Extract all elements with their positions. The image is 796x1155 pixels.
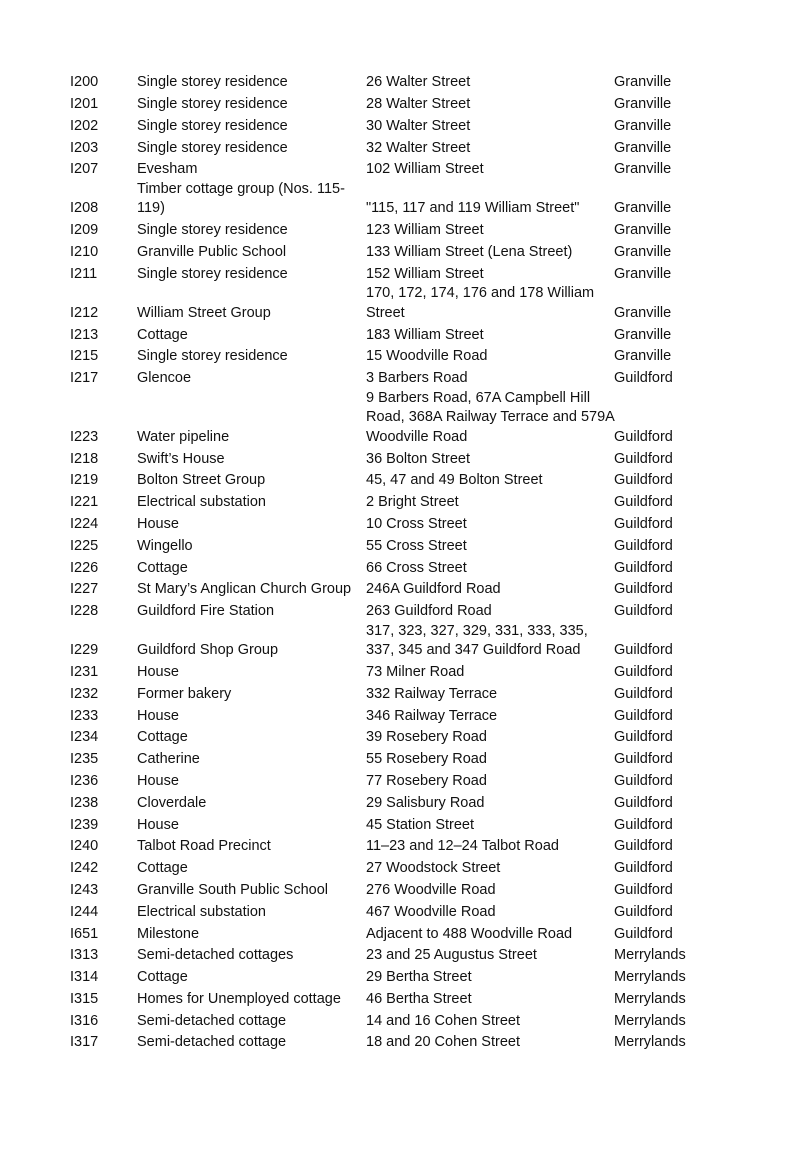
- table-row: [70, 704, 740, 726]
- address-cell: "115, 117 and 119 William Street": [366, 200, 580, 217]
- suburb-cell: Guildford: [614, 729, 673, 746]
- item-name-cell: Milestone: [137, 925, 200, 942]
- table-row: [70, 835, 740, 857]
- address-cell: 102 William Street: [366, 161, 484, 178]
- address-cell: 346 Railway Terrace: [366, 707, 498, 724]
- suburb-cell: Granville: [614, 117, 672, 134]
- address-cell: 29 Salisbury Road: [366, 794, 485, 811]
- table-row: [70, 447, 740, 469]
- item-name-cell: Single storey residence: [137, 348, 288, 365]
- item-id-cell: I233: [70, 707, 99, 724]
- address-cell: 246A Guildford Road: [366, 581, 501, 598]
- table-row: [70, 988, 740, 1010]
- item-name-cell: Bolton Street Group: [137, 472, 266, 489]
- item-id-cell: I218: [70, 450, 99, 467]
- suburb-cell: Guildford: [614, 772, 673, 789]
- item-id-cell: I200: [70, 74, 99, 91]
- table-row: [70, 323, 740, 345]
- item-id-cell: I239: [70, 816, 99, 833]
- suburb-cell: Guildford: [614, 860, 673, 877]
- table-row: [70, 600, 740, 622]
- suburb-cell: Merrylands: [614, 1034, 686, 1051]
- table-row: [70, 389, 740, 448]
- item-name-cell: Semi-detached cottage: [137, 1012, 287, 1029]
- address-cell: 317, 323, 327, 329, 331, 333, 335, 337, 345 and 347 Guildford Road: [366, 622, 588, 659]
- address-cell: 66 Cross Street: [366, 559, 467, 576]
- address-cell: Adjacent to 488 Woodville Road: [366, 925, 573, 942]
- item-id-cell: I315: [70, 990, 99, 1007]
- table-row: [70, 556, 740, 578]
- item-id-cell: I235: [70, 751, 99, 768]
- item-name-cell: Homes for Unemployed cottage: [137, 990, 341, 1007]
- suburb-cell: Granville: [614, 222, 672, 239]
- suburb-cell: Granville: [614, 139, 672, 156]
- suburb-cell: Granville: [614, 265, 672, 282]
- address-cell: 123 William Street: [366, 222, 484, 239]
- table-row: [70, 180, 740, 219]
- suburb-cell: Granville: [614, 348, 672, 365]
- suburb-cell: Guildford: [614, 816, 673, 833]
- suburb-cell: Guildford: [614, 559, 673, 576]
- suburb-cell: Guildford: [614, 794, 673, 811]
- suburb-cell: Guildford: [614, 707, 673, 724]
- item-name-cell: House: [137, 816, 179, 833]
- heritage-items-table: [70, 71, 740, 1053]
- address-cell: 28 Walter Street: [366, 96, 471, 113]
- item-id-cell: I215: [70, 348, 99, 365]
- address-cell: 15 Woodville Road: [366, 348, 488, 365]
- item-name-cell: Single storey residence: [137, 74, 288, 91]
- suburb-cell: Guildford: [614, 450, 673, 467]
- suburb-cell: Guildford: [614, 515, 673, 532]
- address-cell: 152 William Street: [366, 265, 484, 282]
- suburb-cell: Merrylands: [614, 947, 686, 964]
- item-id-cell: I229: [70, 642, 99, 659]
- table-row: [70, 219, 740, 241]
- suburb-cell: Guildford: [614, 751, 673, 768]
- item-id-cell: I313: [70, 947, 99, 964]
- address-cell: 27 Woodstock Street: [366, 860, 501, 877]
- address-cell: 55 Cross Street: [366, 537, 467, 554]
- item-name-cell: Granville Public School: [137, 244, 287, 261]
- item-name-cell: Wingello: [137, 537, 193, 554]
- item-name-cell: Single storey residence: [137, 222, 288, 239]
- item-name-cell: Evesham: [137, 161, 198, 178]
- table-row: [70, 578, 740, 600]
- item-id-cell: I211: [70, 265, 98, 282]
- item-name-cell: Water pipeline: [137, 428, 230, 445]
- address-cell: 29 Bertha Street: [366, 969, 472, 986]
- item-id-cell: I228: [70, 603, 99, 620]
- address-cell: 23 and 25 Augustus Street: [366, 947, 537, 964]
- item-name-cell: Semi-detached cottages: [137, 947, 294, 964]
- suburb-cell: Guildford: [614, 494, 673, 511]
- item-name-cell: Semi-detached cottage: [137, 1034, 287, 1051]
- item-name-cell: Cottage: [137, 969, 188, 986]
- suburb-cell: Merrylands: [614, 1012, 686, 1029]
- item-name-cell: House: [137, 515, 179, 532]
- table-row: [70, 241, 740, 263]
- item-id-cell: I202: [70, 117, 99, 134]
- table-row: [70, 922, 740, 944]
- item-id-cell: I201: [70, 96, 99, 113]
- table-row: [70, 879, 740, 901]
- address-cell: 32 Walter Street: [366, 139, 471, 156]
- item-name-cell: Cottage: [137, 860, 188, 877]
- item-id-cell: I219: [70, 472, 99, 489]
- suburb-cell: Merrylands: [614, 990, 686, 1007]
- item-name-cell: Talbot Road Precinct: [137, 838, 271, 855]
- address-cell: 77 Rosebery Road: [366, 772, 487, 789]
- table-row: [70, 661, 740, 683]
- item-name-cell: Guildford Fire Station: [137, 603, 275, 620]
- address-cell: 276 Woodville Road: [366, 881, 496, 898]
- table-row: [70, 622, 740, 661]
- address-cell: 170, 172, 174, 176 and 178 William Street: [366, 285, 595, 321]
- address-cell: 2 Bright Street: [366, 494, 459, 511]
- address-cell: 332 Railway Terrace: [366, 685, 498, 702]
- table-row: [70, 136, 740, 158]
- item-name-cell: St Mary’s Anglican Church Group: [137, 581, 352, 598]
- suburb-cell: Merrylands: [614, 969, 686, 986]
- table-row: [70, 367, 740, 389]
- suburb-cell: Granville: [614, 74, 672, 91]
- item-id-cell: I232: [70, 685, 99, 702]
- address-cell: 26 Walter Street: [366, 74, 471, 91]
- address-cell: 55 Rosebery Road: [366, 751, 487, 768]
- item-id-cell: I243: [70, 881, 99, 898]
- address-cell: 36 Bolton Street: [366, 450, 470, 467]
- item-id-cell: I242: [70, 860, 99, 877]
- table-row: [70, 813, 740, 835]
- table-row: [70, 857, 740, 879]
- item-id-cell: I314: [70, 969, 99, 986]
- table-row: [70, 1009, 740, 1031]
- suburb-cell: Guildford: [614, 428, 673, 445]
- suburb-cell: Granville: [614, 161, 672, 178]
- suburb-cell: Granville: [614, 96, 672, 113]
- table-row: [70, 263, 740, 285]
- suburb-cell: Granville: [614, 200, 672, 217]
- item-name-cell: Catherine: [137, 751, 200, 768]
- table-row: [70, 345, 740, 367]
- item-name-cell: Guildford Shop Group: [137, 642, 279, 659]
- item-id-cell: I224: [70, 515, 99, 532]
- suburb-cell: Guildford: [614, 472, 673, 489]
- item-id-cell: I651: [70, 925, 99, 942]
- table-row: [70, 491, 740, 513]
- item-name-cell: House: [137, 707, 179, 724]
- address-cell: 46 Bertha Street: [366, 990, 472, 1007]
- item-id-cell: I244: [70, 903, 99, 920]
- address-cell: 14 and 16 Cohen Street: [366, 1012, 520, 1029]
- table-row: [70, 682, 740, 704]
- item-id-cell: I231: [70, 663, 99, 680]
- suburb-cell: Guildford: [614, 881, 673, 898]
- suburb-cell: Guildford: [614, 370, 673, 387]
- address-cell: 11–23 and 12–24 Talbot Road: [366, 838, 559, 855]
- suburb-cell: Granville: [614, 304, 672, 321]
- table-row: [70, 93, 740, 115]
- table-row: [70, 158, 740, 180]
- suburb-cell: Guildford: [614, 581, 673, 598]
- item-name-cell: Granville South Public School: [137, 881, 329, 898]
- table-row: [70, 513, 740, 535]
- suburb-cell: Granville: [614, 244, 672, 261]
- item-name-cell: Single storey residence: [137, 265, 288, 282]
- item-name-cell: Timber cottage group (Nos. 115-119): [137, 180, 345, 217]
- address-cell: 18 and 20 Cohen Street: [366, 1034, 520, 1051]
- item-name-cell: Single storey residence: [137, 96, 288, 113]
- table-row: [70, 71, 740, 93]
- item-id-cell: I317: [70, 1034, 99, 1051]
- table-row: [70, 900, 740, 922]
- suburb-cell: Guildford: [614, 685, 673, 702]
- item-id-cell: I238: [70, 794, 99, 811]
- suburb-cell: Guildford: [614, 903, 673, 920]
- suburb-cell: Guildford: [614, 663, 673, 680]
- item-id-cell: I217: [70, 370, 99, 387]
- table-row: [70, 284, 740, 323]
- item-name-cell: Single storey residence: [137, 117, 288, 134]
- address-cell: 133 William Street (Lena Street): [366, 244, 573, 261]
- address-cell: 183 William Street: [366, 326, 484, 343]
- address-cell: 45 Station Street: [366, 816, 475, 833]
- item-id-cell: I316: [70, 1012, 99, 1029]
- item-name-cell: Cottage: [137, 729, 188, 746]
- table-row: [70, 534, 740, 556]
- table-row: [70, 791, 740, 813]
- address-cell: 30 Walter Street: [366, 117, 471, 134]
- item-name-cell: Electrical substation: [137, 494, 266, 511]
- table-row: [70, 1031, 740, 1053]
- item-name-cell: Electrical substation: [137, 903, 266, 920]
- address-cell: 263 Guildford Road: [366, 603, 492, 620]
- item-name-cell: Swift’s House: [137, 450, 225, 467]
- item-id-cell: I223: [70, 428, 99, 445]
- address-cell: 10 Cross Street: [366, 515, 467, 532]
- address-cell: 3 Barbers Road: [366, 370, 468, 387]
- item-name-cell: Cottage: [137, 559, 188, 576]
- table-body: [70, 71, 740, 1053]
- item-id-cell: I234: [70, 729, 99, 746]
- table-row: [70, 770, 740, 792]
- table-row: [70, 944, 740, 966]
- table-row: [70, 726, 740, 748]
- suburb-cell: Guildford: [614, 925, 673, 942]
- table-row: [70, 469, 740, 491]
- item-name-cell: House: [137, 663, 179, 680]
- table-row: [70, 966, 740, 988]
- item-name-cell: Cloverdale: [137, 794, 207, 811]
- table-row: [70, 748, 740, 770]
- address-cell: 45, 47 and 49 Bolton Street: [366, 472, 543, 489]
- item-id-cell: I213: [70, 326, 99, 343]
- item-id-cell: I203: [70, 139, 99, 156]
- item-id-cell: I210: [70, 244, 99, 261]
- item-id-cell: I240: [70, 838, 99, 855]
- suburb-cell: Guildford: [614, 603, 673, 620]
- item-id-cell: I207: [70, 161, 99, 178]
- item-id-cell: I209: [70, 222, 99, 239]
- item-id-cell: I236: [70, 772, 99, 789]
- address-cell: 39 Rosebery Road: [366, 729, 487, 746]
- item-id-cell: I226: [70, 559, 99, 576]
- suburb-cell: Guildford: [614, 642, 673, 659]
- item-name-cell: William Street Group: [137, 304, 271, 321]
- item-name-cell: Glencoe: [137, 370, 192, 387]
- suburb-cell: Granville: [614, 326, 672, 343]
- address-cell: 467 Woodville Road: [366, 903, 496, 920]
- address-cell: 9 Barbers Road, 67A Campbell Hill Road, 368A Railway Terrace and 579A Woodville Road: [366, 389, 615, 445]
- item-id-cell: I212: [70, 304, 99, 321]
- address-cell: 73 Milner Road: [366, 663, 465, 680]
- suburb-cell: Guildford: [614, 838, 673, 855]
- item-name-cell: Cottage: [137, 326, 188, 343]
- item-name-cell: House: [137, 772, 179, 789]
- table-row: [70, 115, 740, 137]
- item-id-cell: I227: [70, 581, 99, 598]
- item-id-cell: I221: [70, 494, 99, 511]
- suburb-cell: Guildford: [614, 537, 673, 554]
- item-name-cell: Single storey residence: [137, 139, 288, 156]
- item-id-cell: I208: [70, 200, 99, 217]
- item-id-cell: I225: [70, 537, 99, 554]
- item-name-cell: Former bakery: [137, 685, 232, 702]
